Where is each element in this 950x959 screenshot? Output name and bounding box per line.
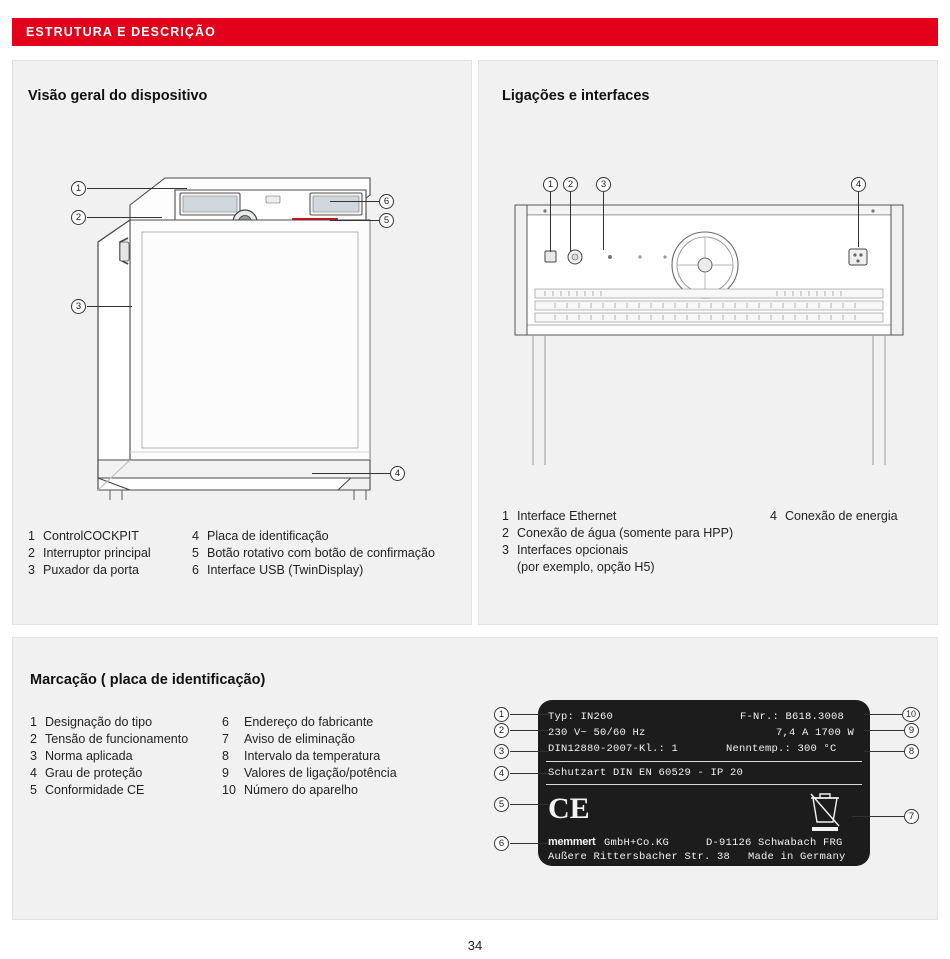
legend-num: 4 <box>192 529 199 543</box>
legend-num: 4 <box>770 509 777 523</box>
legend-num: 2 <box>28 546 35 560</box>
legend-item <box>28 529 198 543</box>
legend-item <box>30 783 230 797</box>
legend-item <box>770 509 940 523</box>
leader-overview-6 <box>330 201 379 202</box>
ce-mark-icon <box>548 792 608 826</box>
legend-item <box>30 766 230 780</box>
legend-item <box>192 529 452 543</box>
legend-num: 2 <box>502 526 509 540</box>
legend-num: 3 <box>28 563 35 577</box>
leader-plate-6 <box>510 843 548 844</box>
callout-connection-4: 4 <box>851 177 866 192</box>
plate-protection-class: Schutzart DIN EN 60529 - IP 20 <box>548 767 744 779</box>
device-overview-illustration <box>70 160 410 500</box>
legend-num: 6 <box>192 563 199 577</box>
legend-text: Conformidade CE <box>45 783 145 797</box>
legend-num: 3 <box>30 749 37 763</box>
legend-connections-left <box>502 509 772 577</box>
legend-item <box>30 732 230 746</box>
page-number: 34 <box>467 938 483 953</box>
legend-text: Placa de identificação <box>207 529 329 543</box>
legend-text: Interruptor principal <box>43 546 151 560</box>
legend-text: (por exemplo, opção H5) <box>517 560 655 574</box>
legend-marking-left <box>30 715 230 800</box>
leader-connection-3 <box>603 192 604 250</box>
callout-plate-2: 2 <box>494 723 509 738</box>
callout-plate-6: 6 <box>494 836 509 851</box>
section-header-bar <box>12 18 938 46</box>
leader-plate-8 <box>864 751 904 752</box>
callout-overview-1: 1 <box>71 181 86 196</box>
callout-overview-5: 5 <box>379 213 394 228</box>
callout-plate-10: 10 <box>902 707 920 722</box>
callout-connection-3: 3 <box>596 177 611 192</box>
legend-num: 3 <box>502 543 509 557</box>
callout-plate-8: 8 <box>904 744 919 759</box>
leader-plate-1 <box>510 714 548 715</box>
legend-item <box>222 715 452 729</box>
legend-marking-right <box>222 715 452 800</box>
callout-connection-1: 1 <box>543 177 558 192</box>
leader-connection-2 <box>570 192 571 252</box>
legend-num: 5 <box>30 783 37 797</box>
leader-plate-3 <box>510 751 548 752</box>
plate-device-number: F-Nr.: B618.3008 <box>740 711 845 723</box>
legend-connections-right <box>770 509 940 526</box>
callout-plate-9: 9 <box>904 723 919 738</box>
legend-item <box>502 543 772 557</box>
svg-text:CE: CE <box>548 792 590 825</box>
legend-item <box>502 509 772 523</box>
leader-plate-7 <box>852 816 904 817</box>
callout-overview-3: 3 <box>71 299 86 314</box>
leader-overview-5 <box>330 220 379 221</box>
legend-item <box>222 732 452 746</box>
callout-overview-4: 4 <box>390 466 405 481</box>
leader-connection-1 <box>550 192 551 252</box>
leader-plate-5 <box>510 804 548 805</box>
callout-overview-2: 2 <box>71 210 86 225</box>
leader-overview-2 <box>87 217 162 218</box>
legend-num: 1 <box>30 715 37 729</box>
section-title: ESTRUTURA E DESCRIÇÃO <box>26 25 217 39</box>
plate-address: Außere Rittersbacher Str. 38 <box>548 851 731 863</box>
legend-text: Grau de proteção <box>45 766 143 780</box>
legend-item <box>192 563 452 577</box>
legend-text: Interfaces opcionais <box>517 543 629 557</box>
legend-num: 5 <box>192 546 199 560</box>
legend-item <box>30 749 230 763</box>
legend-text: Designação do tipo <box>45 715 153 729</box>
weee-disposal-icon <box>800 788 850 834</box>
legend-text: Aviso de eliminação <box>244 732 355 746</box>
legend-num: 6 <box>222 715 229 729</box>
leader-overview-1 <box>87 188 187 189</box>
legend-item <box>222 766 452 780</box>
plate-temperature-range: Nenntemp.: 300 °C <box>726 743 837 755</box>
callout-plate-4: 4 <box>494 766 509 781</box>
panel-connections-title: Ligações e interfaces <box>502 88 650 104</box>
panel-marking-title: Marcação ( placa de identificação) <box>30 672 266 688</box>
legend-num: 9 <box>222 766 229 780</box>
legend-text: Número do aparelho <box>244 783 358 797</box>
legend-item <box>222 749 452 763</box>
plate-brand: memmert <box>548 836 596 848</box>
legend-text: ControlCOCKPIT <box>43 529 139 543</box>
device-rear-illustration <box>505 165 915 485</box>
callout-overview-6: 6 <box>379 194 394 209</box>
legend-text: Norma aplicada <box>45 749 133 763</box>
plate-origin: Made in Germany <box>748 851 846 863</box>
leader-connection-4 <box>858 192 859 247</box>
legend-num: 1 <box>502 509 509 523</box>
legend-text: Puxador da porta <box>43 563 139 577</box>
legend-item <box>28 563 198 577</box>
panel-overview-title: Visão geral do dispositivo <box>28 88 208 104</box>
legend-num: 1 <box>28 529 35 543</box>
legend-text: Conexão de água (somente para HPP) <box>517 526 734 540</box>
leader-overview-4 <box>312 473 390 474</box>
legend-num: 2 <box>30 732 37 746</box>
legend-overview-left <box>28 529 198 580</box>
leader-plate-9 <box>864 730 904 731</box>
legend-item <box>192 546 452 560</box>
plate-divider-top <box>546 761 862 762</box>
callout-plate-1: 1 <box>494 707 509 722</box>
legend-overview-right <box>192 529 452 580</box>
legend-item <box>30 715 230 729</box>
legend-item <box>28 546 198 560</box>
legend-text: Intervalo da temperatura <box>244 749 381 763</box>
legend-text: Interface USB (TwinDisplay) <box>207 563 364 577</box>
legend-item <box>222 783 452 797</box>
legend-text: Valores de ligação/potência <box>244 766 397 780</box>
legend-text: Interface Ethernet <box>517 509 617 523</box>
leader-plate-2 <box>510 730 548 731</box>
legend-num: 4 <box>30 766 37 780</box>
callout-plate-7: 7 <box>904 809 919 824</box>
plate-type-designation: Typ: IN260 <box>548 711 614 723</box>
legend-num: 10 <box>222 783 236 797</box>
legend-item <box>502 526 772 540</box>
legend-text: Tensão de funcionamento <box>45 732 189 746</box>
legend-text: Endereço do fabricante <box>244 715 374 729</box>
legend-num: 8 <box>222 749 229 763</box>
legend-text: Botão rotativo com botão de confirmação <box>207 546 435 560</box>
legend-text: Conexão de energia <box>785 509 898 523</box>
leader-plate-10 <box>864 714 902 715</box>
callout-plate-3: 3 <box>494 744 509 759</box>
plate-standard: DIN12880-2007-Kl.: 1 <box>548 743 679 755</box>
leader-plate-4 <box>510 773 548 774</box>
legend-num: 7 <box>222 732 229 746</box>
plate-manufacturer-city: D-91126 Schwabach FRG <box>706 837 843 849</box>
leader-overview-3 <box>87 306 132 307</box>
callout-plate-5: 5 <box>494 797 509 812</box>
plate-divider-bottom <box>546 784 862 785</box>
plate-power-values: 7,4 A 1700 W <box>776 727 855 739</box>
callout-connection-2: 2 <box>563 177 578 192</box>
plate-voltage: 230 V~ 50/60 Hz <box>548 727 646 739</box>
plate-manufacturer: GmbH+Co.KG <box>604 837 670 849</box>
legend-item <box>502 560 772 574</box>
